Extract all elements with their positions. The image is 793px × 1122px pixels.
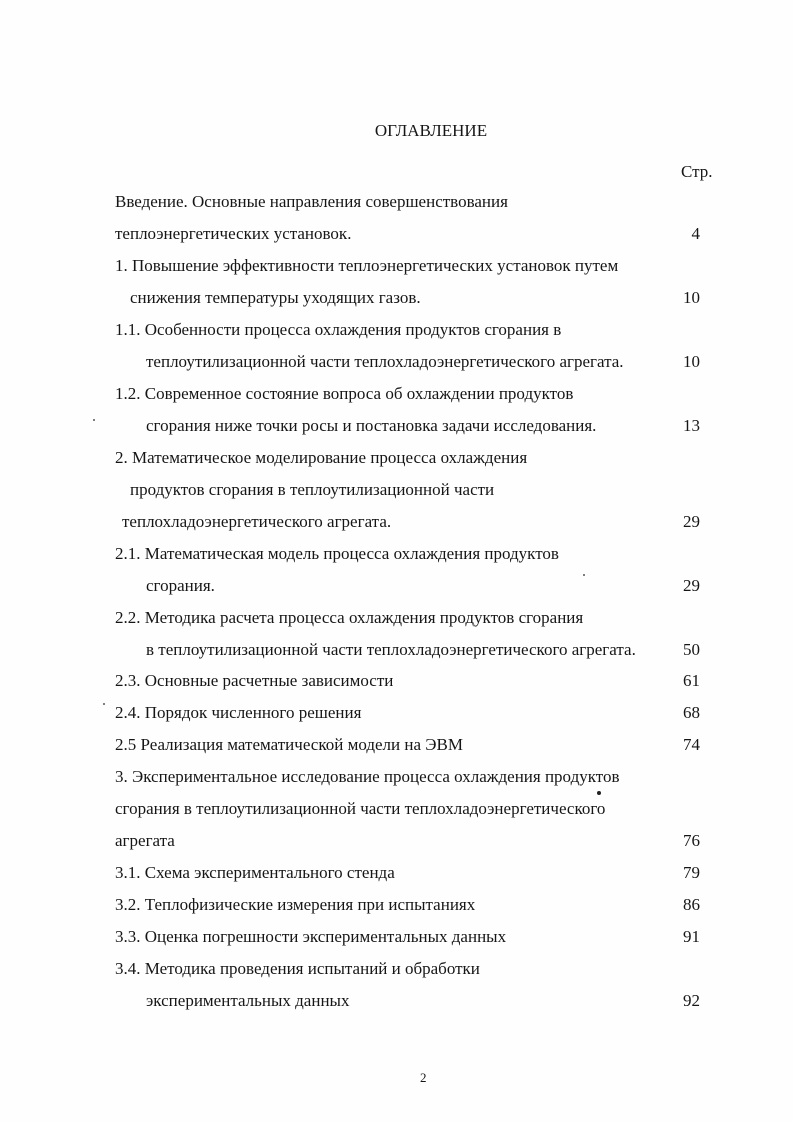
toc-entry-title: 2.3. Основные расчетные зависимости <box>115 671 394 690</box>
toc-entry-title: 2.2. Методика расчета процесса охлаждения продуктов сгорания <box>115 608 584 627</box>
toc-entry-title: 3.4. Методика проведения испытаний и обработки <box>115 959 480 978</box>
toc-entry-page: 4 <box>691 224 700 243</box>
toc-entry-title: 3. Экспериментальное исследование процесса охлаждения продуктов <box>115 767 620 786</box>
toc-entry-continuation: агрегата <box>115 831 175 850</box>
toc-entry-continuation: теплоутилизационной части теплохладоэнергетического агрегата. <box>146 352 624 371</box>
toc-entry-page: 86 <box>683 895 700 914</box>
toc-entry-page: 91 <box>683 927 700 946</box>
toc-entry-title: 1. Повышение эффективности теплоэнергетических установок путем <box>115 256 619 275</box>
toc-entry-continuation: продуктов сгорания в теплоутилизационной части <box>130 480 495 499</box>
scan-speck <box>583 574 585 576</box>
toc-entry-continuation: сгорания ниже точки росы и постановка задачи исследования. <box>146 416 597 435</box>
toc-entry-page: 61 <box>683 671 700 690</box>
scan-speck <box>597 791 601 795</box>
toc-entry-page: 10 <box>683 352 700 371</box>
toc-heading: ОГЛАВЛЕНИЕ <box>374 121 488 140</box>
scan-speck <box>93 419 95 421</box>
toc-entry-continuation: сгорания. <box>146 576 215 595</box>
page-number: 2 <box>420 1070 427 1085</box>
page-column-label: Стр. <box>681 162 713 181</box>
toc-entry-page: 10 <box>683 288 700 307</box>
toc-entry-page: 79 <box>683 863 700 882</box>
toc-entry-page: 74 <box>683 735 700 754</box>
toc-entry-title: Введение. Основные направления совершенствования <box>115 192 508 211</box>
toc-entry-page: 68 <box>683 703 700 722</box>
toc-entry-title: 3.2. Теплофизические измерения при испытаниях <box>115 895 476 914</box>
toc-entry-title: 2.1. Математическая модель процесса охлаждения продуктов <box>115 544 559 563</box>
toc-entry-page: 29 <box>683 512 700 531</box>
toc-entry-continuation: теплоэнергетических установок. <box>115 224 352 243</box>
toc-entry-page: 13 <box>683 416 700 435</box>
scan-speck <box>103 703 105 705</box>
toc-entry-continuation: в теплоутилизационной части теплохладоэнергетического агрегата. <box>146 640 636 659</box>
toc-entry-title: 1.1. Особенности процесса охлаждения продуктов сгорания в <box>115 320 562 339</box>
toc-entry-title: 2. Математическое моделирование процесса охлаждения <box>115 448 528 467</box>
toc-entry-continuation: сгорания в теплоутилизационной части теплохладоэнергетического <box>115 799 606 818</box>
toc-entry-title: 3.3. Оценка погрешности экспериментальных данных <box>115 927 507 946</box>
toc-entry-title: 3.1. Схема экспериментального стенда <box>115 863 395 882</box>
toc-entry-continuation: теплохладоэнергетического агрегата. <box>122 512 392 531</box>
toc-entry-page: 50 <box>683 640 700 659</box>
toc-entry-continuation: экспериментальных данных <box>146 991 350 1010</box>
toc-entry-page: 76 <box>683 831 700 850</box>
toc-entry-title: 2.4. Порядок численного решения <box>115 703 362 722</box>
toc-entry-continuation: снижения температуры уходящих газов. <box>130 288 421 307</box>
toc-entry-title: 1.2. Современное состояние вопроса об охлаждении продуктов <box>115 384 574 403</box>
toc-entry-page: 29 <box>683 576 700 595</box>
toc-entry-page: 92 <box>683 991 700 1010</box>
toc-entry-title: 2.5 Реализация математической модели на ЭВМ <box>115 735 463 754</box>
